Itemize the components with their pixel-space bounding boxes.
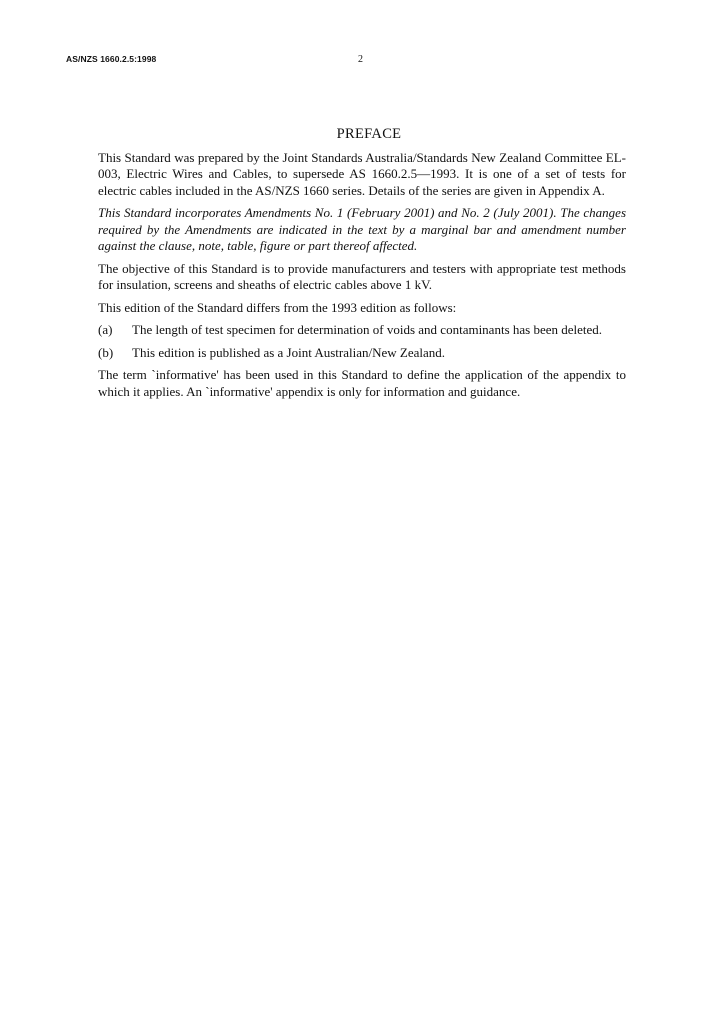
list-marker: (a) bbox=[98, 322, 113, 337]
page-header bbox=[66, 54, 658, 68]
preface-title: PREFACE bbox=[336, 126, 402, 142]
document-id: AS/NZS 1660.2.5:1998 bbox=[66, 54, 157, 64]
preface-section bbox=[98, 126, 626, 406]
page-number: 2 bbox=[358, 54, 363, 65]
preface-paragraph-amendments: This Standard incorporates Amendments No. 1 (February 2001) and No. 2 (July 2001). The changes required by the Amendments are indicated in the text by a marginal bar and amendment number against the clause, note, table, figure or part thereof affected. bbox=[98, 205, 626, 253]
list-item bbox=[98, 345, 626, 362]
preface-paragraph-objective: The objective of this Standard is to provide manufacturers and testers with appropriate test methods for insulation, screens and sheaths of electric cables above 1 kV. bbox=[98, 260, 626, 292]
preface-paragraph-committee: This Standard was prepared by the Joint Standards Australia/Standards New Zealand Committee EL-003, Electric Wires and Cables, to supersede AS 1660.2.5—1993. It is one of a set of tests for electric cables included in the AS/NZS 1660 series. Details of the series are given in Appendix A. bbox=[98, 149, 626, 198]
preface-paragraph-informative: The term `informative' has been used in this Standard to define the application of the appendix to which it applies. An `informative' appendix is only for information and guidance. bbox=[98, 367, 626, 399]
list-marker: (b) bbox=[98, 344, 114, 360]
list-text: The length of test specimen for determination of voids and contaminants has been deleted. bbox=[132, 322, 603, 337]
list-item bbox=[98, 322, 626, 339]
preface-paragraph-differences: This edition of the Standard differs from the 1993 edition as follows: bbox=[98, 299, 457, 315]
list-text: This edition is published as a Joint Australian/New Zealand. bbox=[132, 344, 446, 360]
